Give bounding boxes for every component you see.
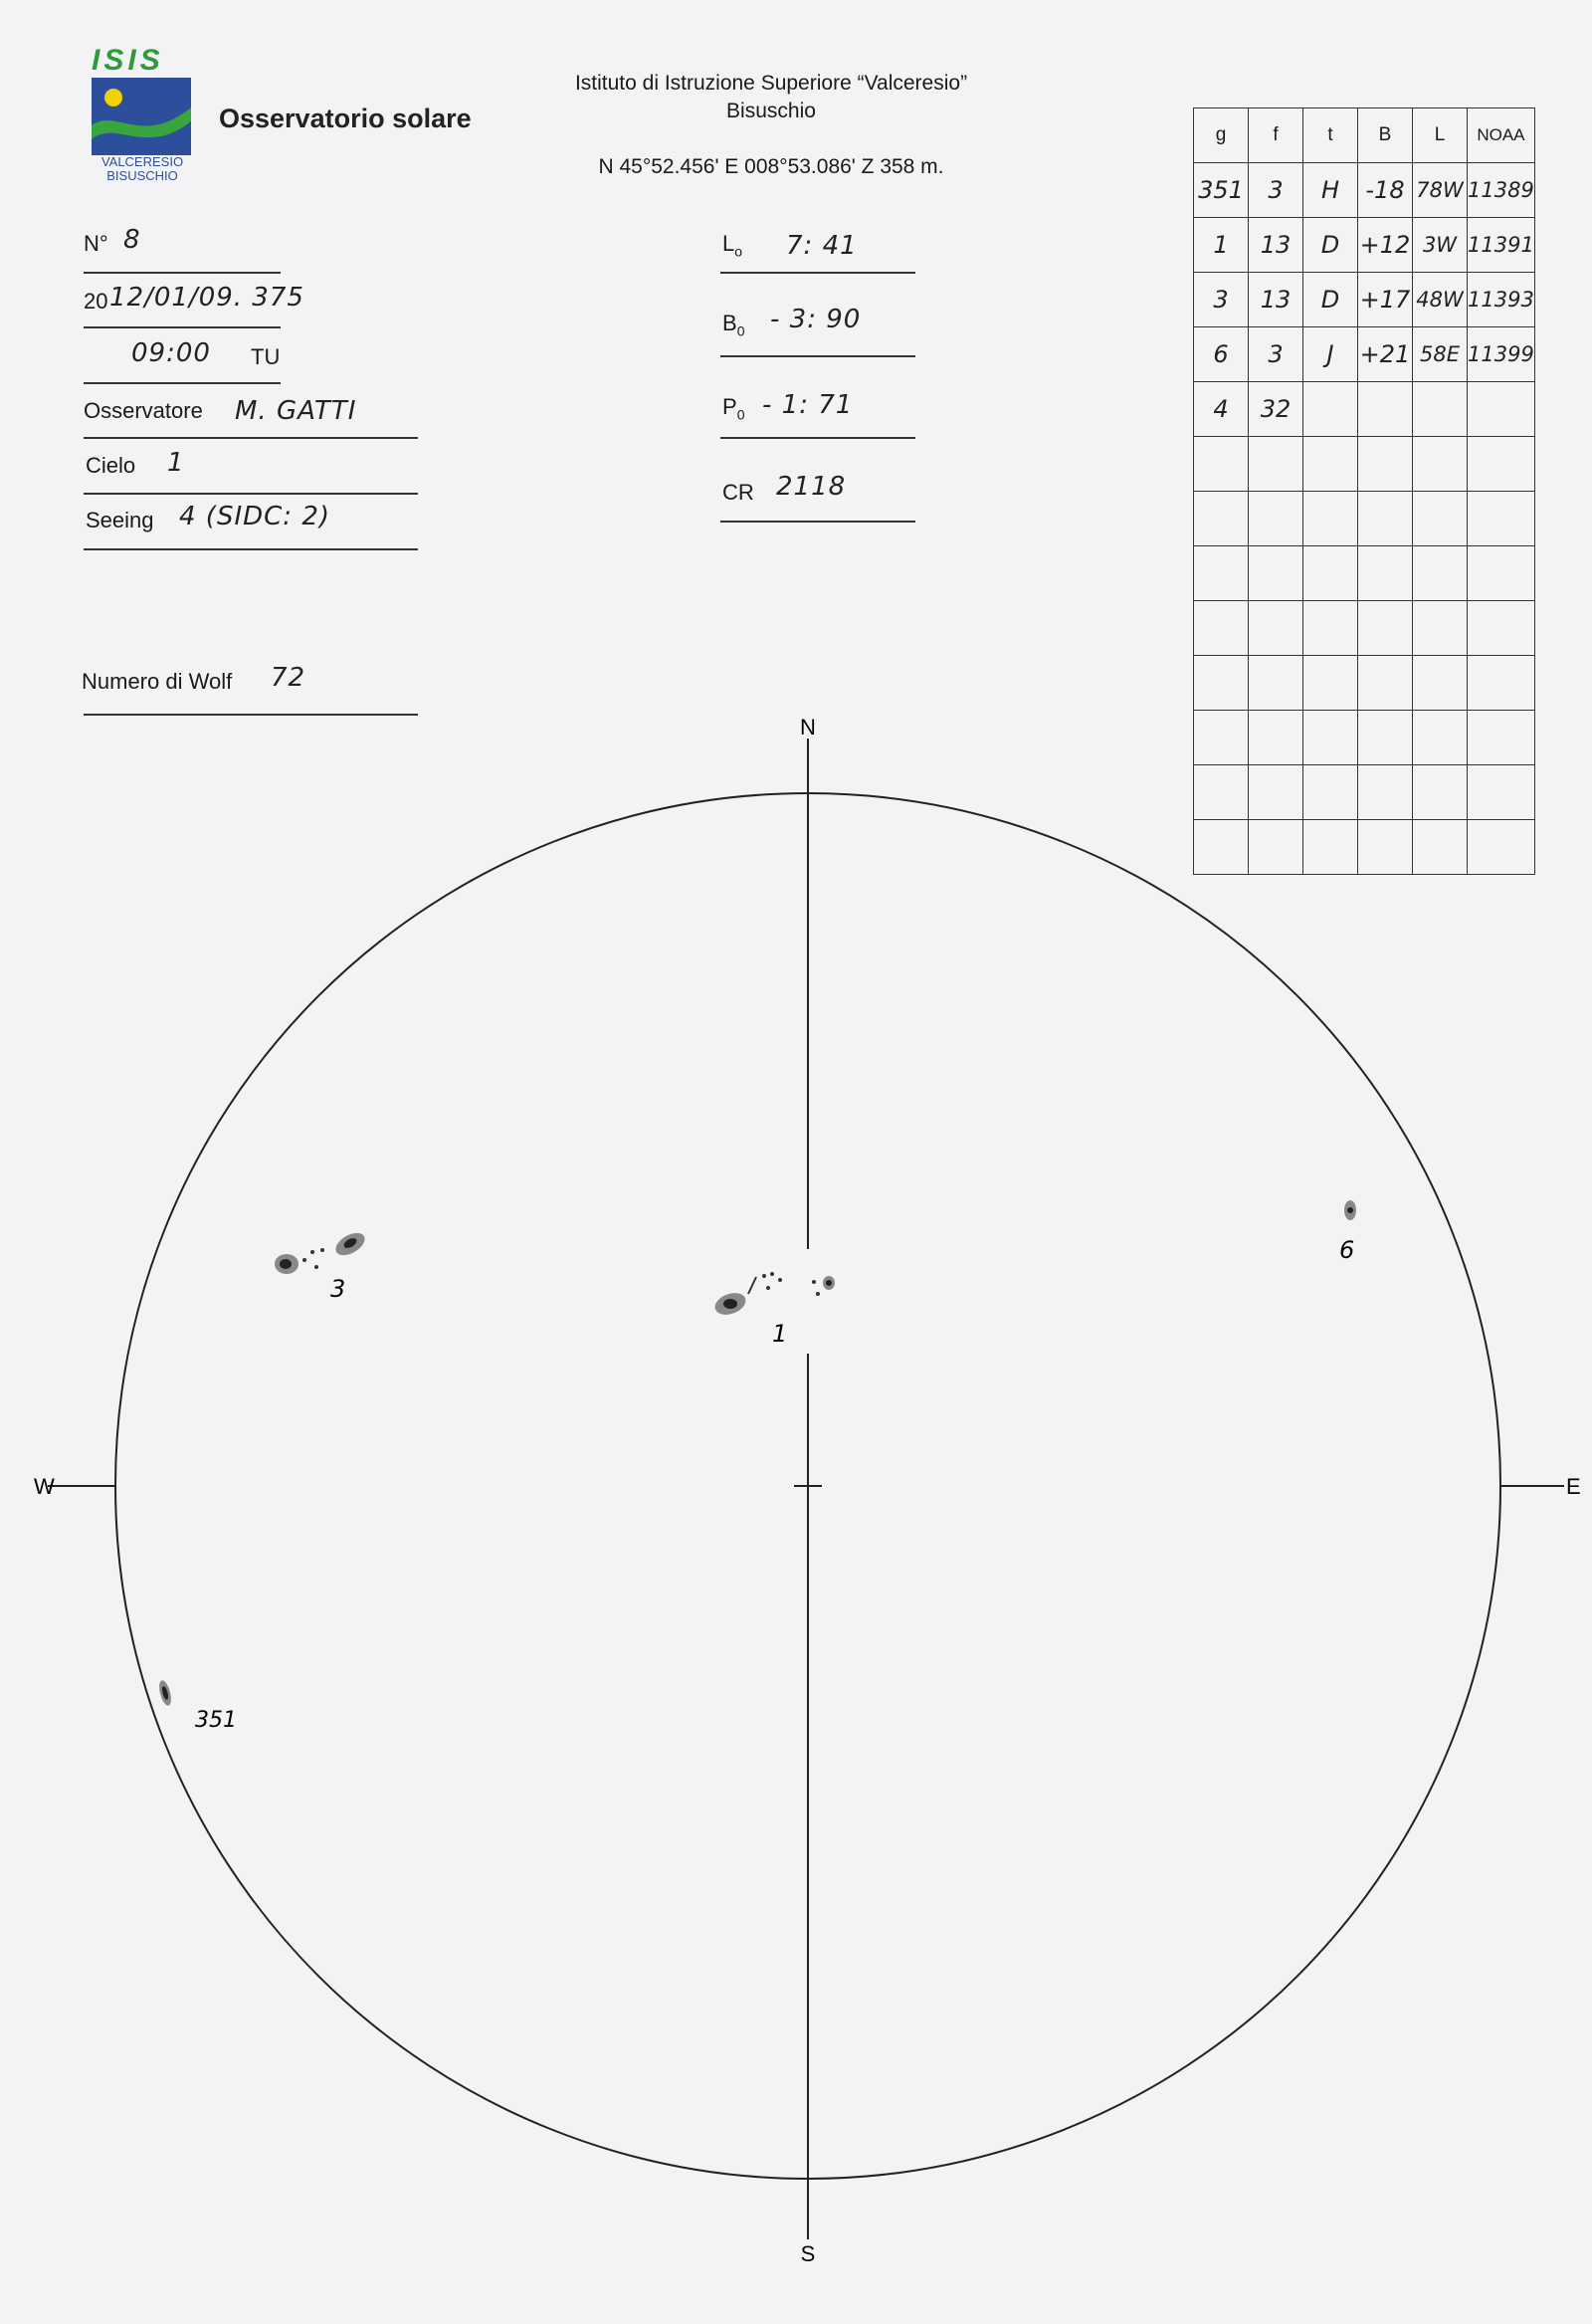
date-prefix: 20 [84,289,108,314]
table-cell: 4 [1194,382,1249,437]
table-cell: 11399 [1468,327,1535,382]
observatory-coordinates: N 45°52.456' E 008°53.086' Z 358 m. [598,155,944,178]
l0-label: $L_o$ [722,231,743,260]
table-row [1194,382,1535,437]
table-row [1194,492,1535,546]
sunspot-group-1 [712,1272,835,1348]
number-rule [84,272,281,274]
table-cell: 58E [1413,327,1468,382]
table-cell [1413,382,1468,437]
table-cell: 3 [1194,273,1249,327]
time-rule [84,382,281,384]
table-cell: 351 [1194,163,1249,218]
table-cell: 3W [1413,218,1468,273]
table-cell: 11389 [1468,163,1535,218]
group-6-label: 6 [1339,1236,1355,1264]
cr-rule [720,521,915,523]
group-1-label: 1 [772,1320,788,1348]
wolf-number-label: Numero di Wolf [82,669,233,694]
table-cell [1358,546,1413,601]
column-header-f: f [1249,108,1303,163]
seeing-value: 4 (SIDC: 2) [179,502,331,531]
time-unit: TU [251,344,281,369]
table-cell: 11391 [1468,218,1535,273]
table-row [1194,273,1535,327]
table-cell: 6 [1194,327,1249,382]
observer-rule [84,437,418,439]
p0-rule [720,437,915,439]
table-cell [1413,546,1468,601]
table-cell [1303,601,1358,656]
number-value: 8 [123,225,141,255]
table-cell [1413,601,1468,656]
sunspot-group-351 [157,1679,237,1733]
table-cell [1194,492,1249,546]
p0-label: $P_0$ [722,394,745,423]
table-row [1194,163,1535,218]
group-351-label: 351 [195,1708,237,1733]
b0-value: - 3: 90 [770,305,862,334]
cr-value: 2118 [776,472,847,502]
column-header-noaa: NOAA [1468,108,1535,163]
table-cell [1413,492,1468,546]
table-cell: 3 [1249,163,1303,218]
table-cell [1249,546,1303,601]
table-cell: J [1303,327,1358,382]
logo-subtitle [88,155,197,183]
table-cell [1303,437,1358,492]
table-cell: D [1303,218,1358,273]
table-cell: D [1303,273,1358,327]
table-cell: 13 [1249,273,1303,327]
south-label: S [800,2241,816,2266]
table-row [1194,546,1535,601]
table-cell [1358,492,1413,546]
table-cell: +21 [1358,327,1413,382]
l0-value: 7: 41 [786,231,858,261]
table-cell: 48W [1413,273,1468,327]
table-cell [1303,546,1358,601]
table-cell [1468,601,1535,656]
observatory-title: Osservatorio solare [219,104,472,133]
table-cell: H [1303,163,1358,218]
number-label: N° [84,231,108,256]
sunspot-group-3 [275,1228,368,1303]
table-cell [1249,437,1303,492]
table-cell: +17 [1358,273,1413,327]
sky-value: 1 [167,448,185,478]
column-header-g: g [1194,108,1249,163]
table-cell: 3 [1249,327,1303,382]
time-value: 09:00 [131,338,211,368]
table-cell [1468,492,1535,546]
column-header-t: t [1303,108,1358,163]
institute-name [537,70,1005,125]
table-cell: 13 [1249,218,1303,273]
b0-label: $B_0$ [722,311,745,339]
table-cell: 78W [1413,163,1468,218]
logo-text: ISIS [92,44,164,77]
observer-value: M. GATTI [235,396,357,426]
table-cell [1303,492,1358,546]
table-header-row [1194,108,1535,163]
l0-rule [720,272,915,274]
east-label: E [1566,1474,1581,1499]
cr-label: CR [722,480,754,505]
table-cell: +12 [1358,218,1413,273]
table-cell [1468,546,1535,601]
institute-line2: Bisuschio [726,100,816,122]
table-row [1194,218,1535,273]
school-logo-icon [92,78,191,155]
table-cell: 11393 [1468,273,1535,327]
west-label: W [34,1474,55,1499]
logo-subtitle-line1: VALCERESIO [100,154,184,169]
sky-rule [84,493,418,495]
table-cell: 1 [1194,218,1249,273]
date-rule [84,326,281,328]
table-cell [1249,601,1303,656]
b0-rule [720,355,915,357]
table-row [1194,437,1535,492]
table-cell [1468,437,1535,492]
table-row [1194,327,1535,382]
table-row [1194,601,1535,656]
table-cell [1249,492,1303,546]
logo-subtitle-line2: BISUSCHIO [106,168,178,183]
institute-line1: Istituto di Istruzione Superiore “Valceresio” [574,72,968,95]
table-cell [1194,437,1249,492]
observer-label: Osservatore [84,398,203,423]
seeing-label: Seeing [86,508,154,532]
wolf-number-value: 72 [271,663,306,693]
table-cell [1194,546,1249,601]
table-cell [1358,382,1413,437]
date-value: 12/01/09. 375 [109,283,304,313]
seeing-rule [84,548,418,550]
p0-value: - 1: 71 [762,390,854,420]
sunspot-group-6 [1339,1200,1356,1264]
solar-disk-drawing [0,697,1592,2324]
table-cell: -18 [1358,163,1413,218]
table-cell: 32 [1249,382,1303,437]
table-cell [1358,437,1413,492]
column-header-l: L [1413,108,1468,163]
table-cell [1413,437,1468,492]
table-cell [1303,382,1358,437]
table-cell [1468,382,1535,437]
table-cell [1358,601,1413,656]
table-cell [1194,601,1249,656]
group-3-label: 3 [330,1275,346,1303]
sky-label: Cielo [86,453,136,478]
north-label: N [800,715,816,739]
column-header-b: B [1358,108,1413,163]
